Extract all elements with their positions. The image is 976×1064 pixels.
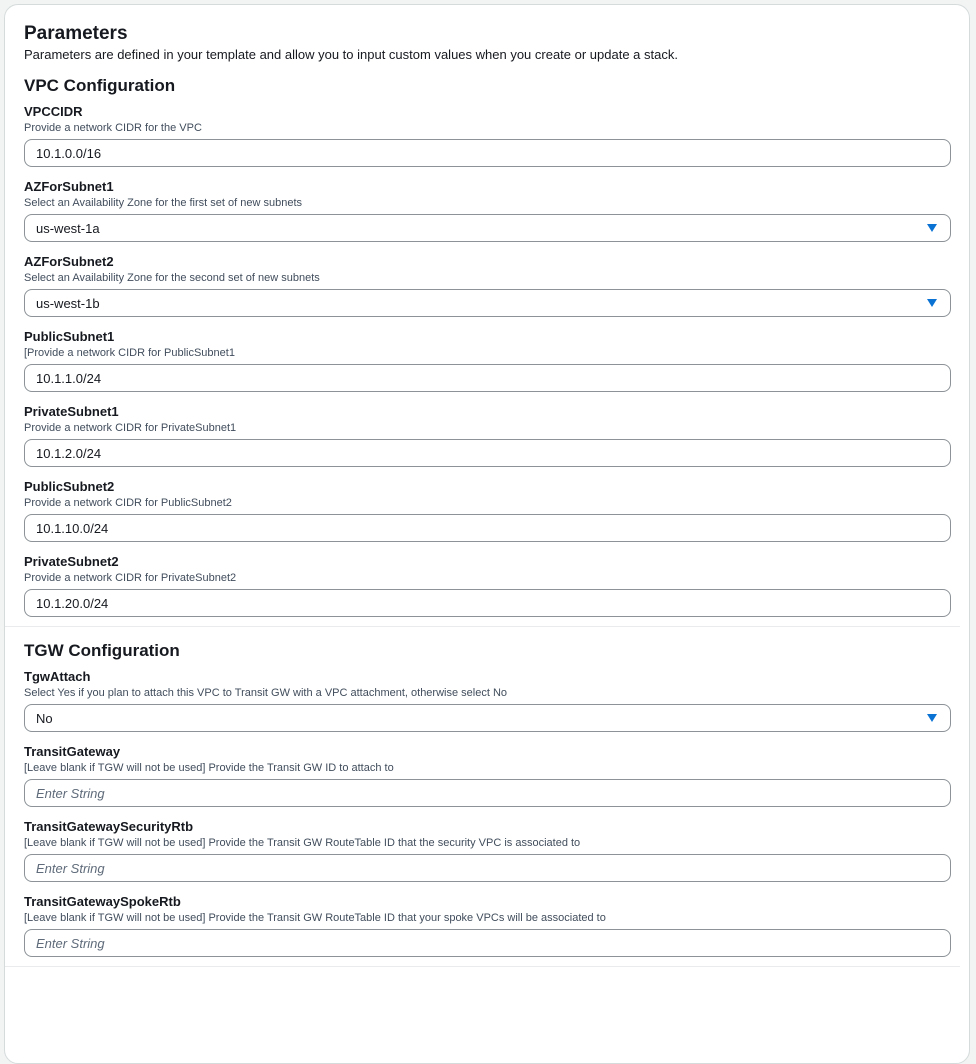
select-value: No [36,710,53,726]
publicsubnet1-input[interactable] [24,364,951,392]
privatesubnet1-input[interactable] [24,439,951,467]
select-value: us-west-1b [36,295,100,311]
param-description: Select an Availability Zone for the first set of new subnets [24,197,303,209]
publicsubnet2-input[interactable] [24,514,951,542]
param-description: Provide a network CIDR for PublicSubnet2 [24,497,232,509]
param-label: PrivateSubnet2 [24,554,119,569]
param-description: [Leave blank if TGW will not be used] Provide the Transit GW ID to attach to [24,762,394,774]
azforsubnet1-select[interactable] [24,214,951,242]
caret-down-icon [927,224,937,232]
param-publicsubnet2 [24,478,950,542]
param-label: AZForSubnet1 [24,179,114,194]
param-description: [Leave blank if TGW will not be used] Provide the Transit GW RouteTable ID that the security VPC is associated to [24,837,581,849]
param-description: Provide a network CIDR for PrivateSubnet1 [24,422,237,434]
tgwattach-select[interactable] [24,704,951,732]
param-description: Provide a network CIDR for PrivateSubnet2 [24,572,237,584]
section-divider [5,626,960,627]
param-publicsubnet1 [24,328,950,392]
input-value: 10.1.0.0/16 [36,145,102,161]
caret-down-icon [927,714,937,722]
param-transitgatewayspokertb [24,893,950,957]
param-label: PrivateSubnet1 [24,404,119,419]
param-label: TransitGateway [24,744,121,759]
input-placeholder: Enter String [36,935,105,951]
page-title: Parameters [24,23,128,44]
transitgateway-input[interactable] [24,779,951,807]
param-description: Select Yes if you plan to attach this VPC to Transit GW with a VPC attachment, otherwise select No [24,687,508,699]
param-label: PublicSubnet2 [24,479,115,494]
param-description: [Leave blank if TGW will not be used] Provide the Transit GW RouteTable ID that your spoke VPCs will be associated to [24,912,606,924]
param-azforsubnet2 [24,253,950,317]
param-label: TgwAttach [24,669,91,684]
input-placeholder: Enter String [36,785,105,801]
transitgatewayspokertb-input[interactable] [24,929,951,957]
input-value: 10.1.2.0/24 [36,445,102,461]
param-description: Provide a network CIDR for the VPC [24,122,202,134]
vpc-section-title: VPC Configuration [24,76,176,95]
section-divider [5,966,960,967]
privatesubnet2-input[interactable] [24,589,951,617]
parameters-panel [4,4,970,1064]
input-placeholder: Enter String [36,860,105,876]
param-label: PublicSubnet1 [24,329,115,344]
param-tgwattach [24,668,950,732]
transitgatewaysecurityrtb-input[interactable] [24,854,951,882]
param-transitgateway [24,743,950,807]
vpccidr-input[interactable] [24,139,951,167]
param-label: TransitGatewaySpokeRtb [24,894,181,909]
param-label: VPCCIDR [24,104,83,119]
param-vpccidr [24,103,950,167]
param-transitgatewaysecurityrtb [24,818,950,882]
param-label: AZForSubnet2 [24,254,114,269]
input-value: 10.1.10.0/24 [36,520,109,536]
param-azforsubnet1 [24,178,950,242]
tgw-section-title: TGW Configuration [24,641,180,660]
azforsubnet2-select[interactable] [24,289,951,317]
param-privatesubnet1 [24,403,950,467]
select-value: us-west-1a [36,220,100,236]
input-value: 10.1.20.0/24 [36,595,109,611]
param-label: TransitGatewaySecurityRtb [24,819,194,834]
param-privatesubnet2 [24,553,950,617]
param-description: Select an Availability Zone for the second set of new subnets [24,272,320,284]
input-value: 10.1.1.0/24 [36,370,102,386]
page-description: Parameters are defined in your template and allow you to input custom values when you create or update a stack. [24,47,678,62]
caret-down-icon [927,299,937,307]
param-description: [Provide a network CIDR for PublicSubnet1 [24,347,235,359]
